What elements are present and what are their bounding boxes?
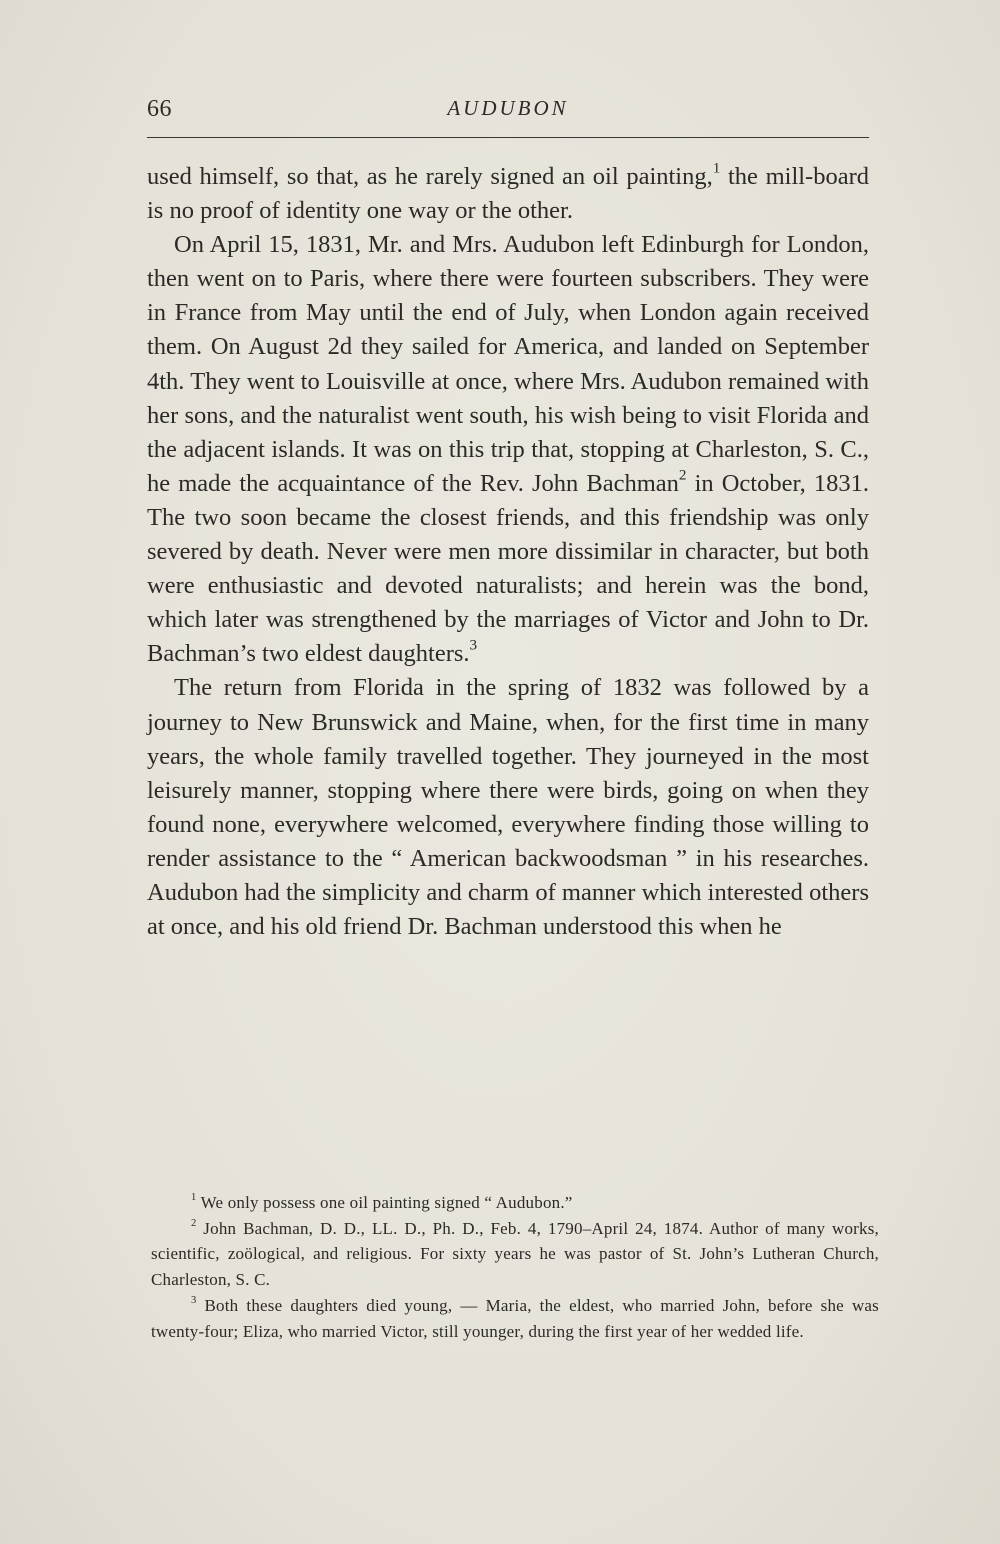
footnote (151, 1216, 879, 1293)
running-title: AUDUBON (447, 96, 569, 120)
footnote-marker: 2 (191, 1217, 197, 1229)
footnote-marker: 1 (191, 1192, 197, 1204)
footnote (151, 1190, 879, 1216)
footnote-reference: 2 (678, 466, 687, 484)
footnote-text: John Bachman, D. D., LL. D., Ph. D., Feb. 4, 1790–April 24, 1874. Author of many works, scientific, zoölogical, and religious. For sixty years he was pastor of St. John’s Lutheran Church, Charleston, S. C. (151, 1218, 879, 1290)
page-header (147, 96, 869, 136)
paragraph (147, 160, 869, 228)
footnote-text: Both these daughters died young, — Maria, the eldest, who married John, before she was twenty-four; Eliza, who married Victor, still younger, during the first year of her wedded life. (151, 1295, 879, 1341)
body-text (147, 160, 869, 944)
footnote-text: We only possess one oil painting signed “ Audubon.” (196, 1193, 573, 1212)
paragraph-text: used himself, so that, as he rarely signed an oil painting, (147, 163, 713, 190)
footnote-reference: 3 (469, 636, 478, 654)
page-number: 66 (147, 96, 172, 122)
paragraph-text: On April 15, 1831, Mr. and Mrs. Audubon left Edinburgh for London, then went on to Paris, where there were fourteen subscribers. They were in France from May until the end of July, when London again received them. On August 2d they sailed for America, and landed on September 4th. They went to Louisville at once, where Mrs. Audubon remained with her sons, and the naturalist went south, his wish being to visit Florida and the adjacent islands. It was on this trip that, stopping at Charleston, S. C., he made the acquaintance of the Rev. John Bachman (147, 231, 869, 497)
paragraph-text: the mill-board is no proof of identity one way or the other. (147, 163, 870, 225)
footnote (151, 1293, 879, 1344)
footnote-reference: 1 (712, 159, 721, 177)
paragraph-text: The return from Florida in the spring of 1832 was followed by a journey to New Brunswick and Maine, when, for the first time in many years, the whole family travelled together. They journeyed in the most leisurely manner, stopping where there were birds, going on when they found none, everywhere welcomed, everywhere finding those willing to render assistance to the “ American backwoodsman ” in his researches. Audubon had the simplicity and charm of manner which interested others at once, and his old friend Dr. Bachman understood this when he (147, 674, 869, 941)
header-rule (147, 137, 869, 138)
footnotes (151, 1190, 879, 1344)
paragraph (147, 671, 869, 944)
footnote-marker: 3 (191, 1294, 197, 1306)
paragraph-text: in October, 1831. The two soon became the closest friends, and this friendship was only severed by death. Never were men more dissimilar in character, but both were enthusiastic and devoted naturalists; and herein was the bond, which later was strengthened by the marriages of Victor and John to Dr. Bachman’s two eldest daughters. (147, 469, 870, 668)
paragraph (147, 228, 869, 671)
